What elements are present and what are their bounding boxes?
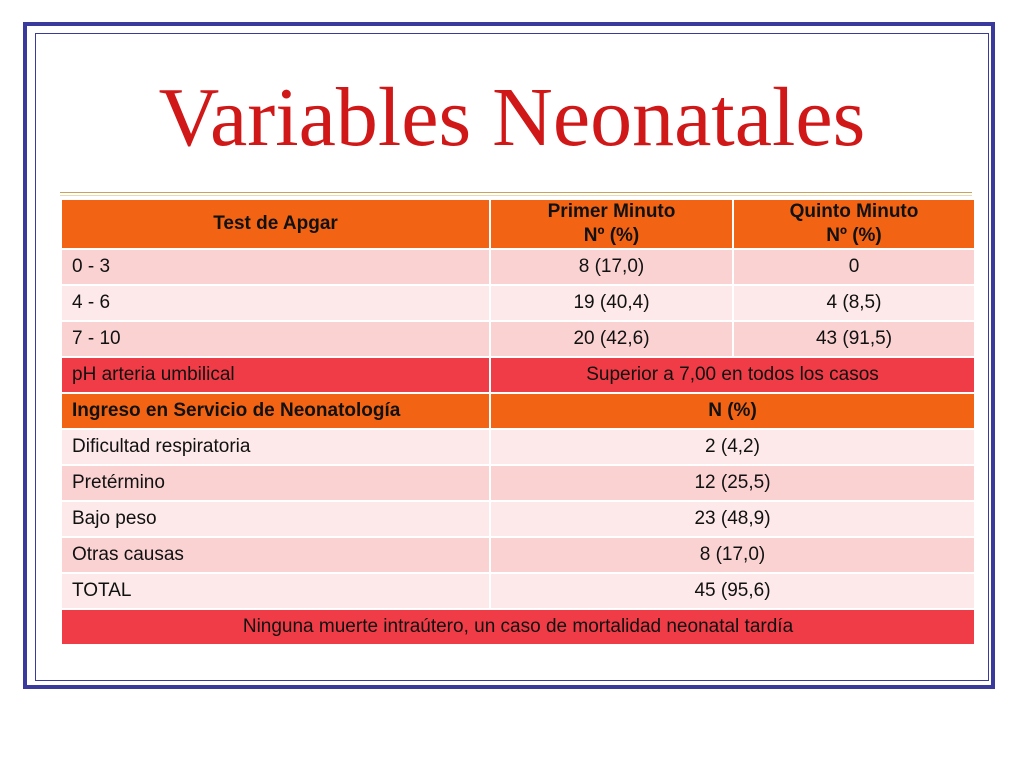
header-test-apgar: Test de Apgar [62,200,489,248]
fifth-minute-value: 0 [734,250,974,284]
header-first-minute-unit: Nº (%) [583,224,640,246]
table-row-otras-causas [62,538,974,572]
neonatology-label: Ingreso en Servicio de Neonatología [62,394,489,428]
table-row-apgar-7-10 [62,322,974,356]
first-minute-value: 20 (42,6) [491,322,732,356]
header-first-minute [491,200,732,248]
table-row-ph [62,358,974,392]
ph-label: pH arteria umbilical [62,358,489,392]
row-label: Pretérmino [62,466,489,500]
table-footer-row [62,610,974,644]
row-value: 12 (25,5) [491,466,974,500]
first-minute-value: 8 (17,0) [491,250,732,284]
first-minute-value: 19 (40,4) [491,286,732,320]
row-label: 0 - 3 [62,250,489,284]
header-fifth-minute [734,200,974,248]
footer-note: Ninguna muerte intraútero, un caso de mortalidad neonatal tardía [62,610,974,644]
row-label: TOTAL [62,574,489,608]
header-fifth-minute-unit: Nº (%) [826,224,882,246]
table-row-neonatology-header [62,394,974,428]
row-value: 45 (95,6) [491,574,974,608]
row-label: Otras causas [62,538,489,572]
row-value: 23 (48,9) [491,502,974,536]
table-row-apgar-4-6 [62,286,974,320]
header-first-minute-title: Primer Minuto [547,201,676,222]
neonatology-unit: N (%) [491,394,974,428]
header-fifth-minute-title: Quinto Minuto [789,201,919,222]
table-header-row [62,200,974,248]
neonatal-variables-table [60,198,976,646]
row-value: 8 (17,0) [491,538,974,572]
row-label: 4 - 6 [62,286,489,320]
table-row-apgar-0-3 [62,250,974,284]
table-row-total [62,574,974,608]
table-row-dificultad-respiratoria [62,430,974,464]
fifth-minute-value: 43 (91,5) [734,322,974,356]
row-label: Dificultad respiratoria [62,430,489,464]
row-label: 7 - 10 [62,322,489,356]
fifth-minute-value: 4 (8,5) [734,286,974,320]
table-row-pretermino [62,466,974,500]
row-value: 2 (4,2) [491,430,974,464]
ph-value: Superior a 7,00 en todos los casos [491,358,974,392]
row-label: Bajo peso [62,502,489,536]
table-row-bajo-peso [62,502,974,536]
title-divider [60,192,972,193]
title-divider-light [60,195,972,196]
slide-title: Variables Neonatales [158,71,866,164]
